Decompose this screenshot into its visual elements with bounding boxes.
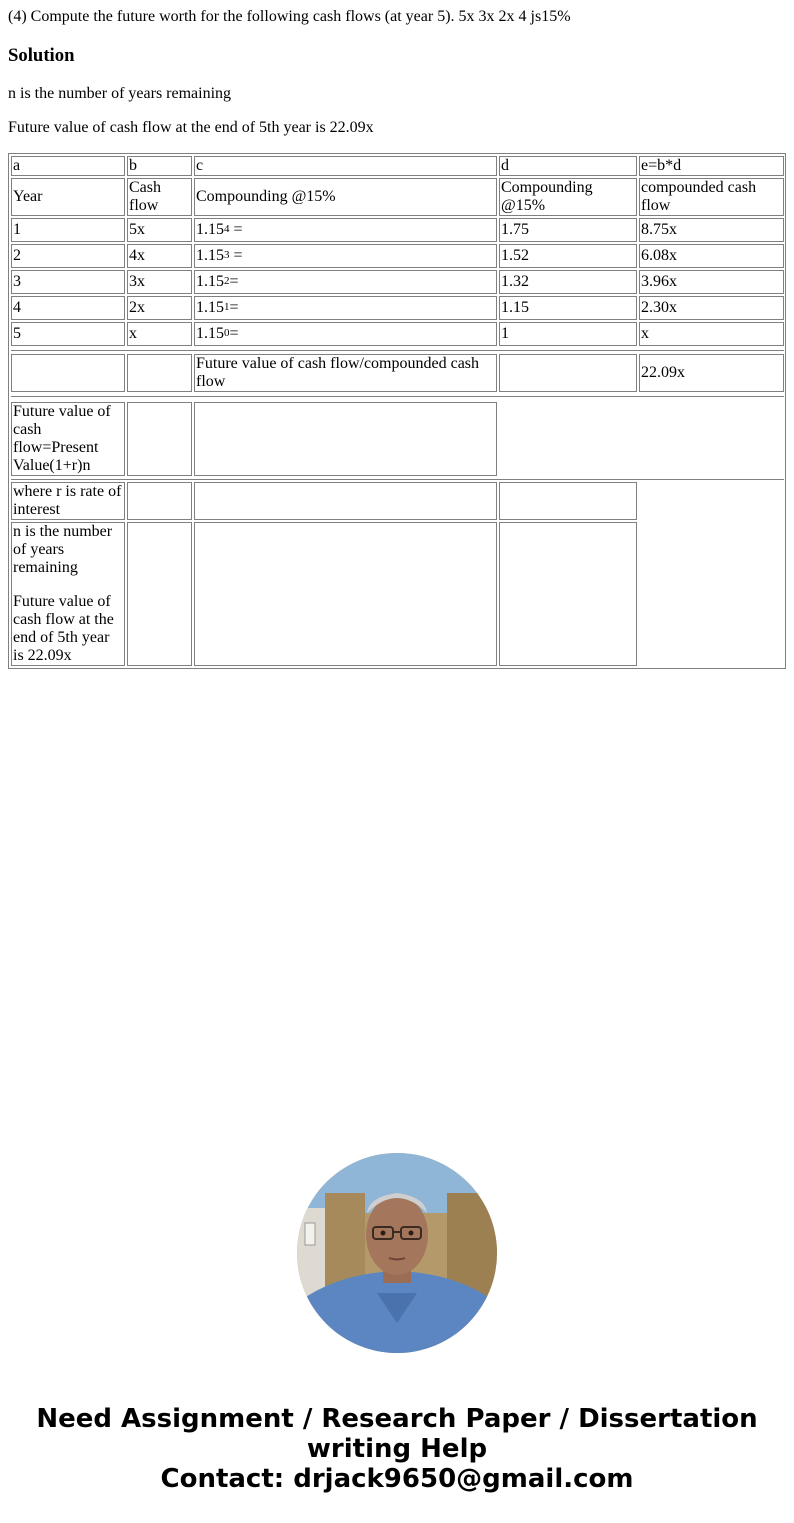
avatar: [297, 1153, 497, 1353]
empty-cell: [499, 482, 637, 520]
row-separator: [11, 396, 784, 397]
header-compounded-cash-flow: compounded cash flow: [639, 178, 784, 216]
factor-cell: 1.32: [499, 270, 637, 294]
factor-cell: 1.15: [499, 296, 637, 320]
year-cell: 5: [11, 322, 125, 346]
year-cell: 3: [11, 270, 125, 294]
compounding-expression: 1.15 $^1$ =: [194, 296, 497, 320]
year-cell: 1: [11, 218, 125, 242]
solution-heading: Solution: [8, 45, 75, 66]
compounded-cell: 8.75x: [639, 218, 784, 242]
header-compounding-c: Compounding @15%: [194, 178, 497, 216]
formula-note: Future value of cash flow=Present Value(1+r)n: [11, 402, 125, 476]
factor-cell: 1: [499, 322, 637, 346]
header-year: Year: [11, 178, 125, 216]
col-letter-e: e=b*d: [639, 156, 784, 176]
compounding-expression: 1.15 $^0$ =: [194, 322, 497, 346]
compounded-cell: 6.08x: [639, 244, 784, 268]
question-text: (4) Compute the future worth for the following cash flows (at year 5). 5x 3x 2x 4 js15%: [8, 8, 571, 25]
empty-cell: [127, 402, 192, 476]
factor-cell: 1.52: [499, 244, 637, 268]
compounding-expression: 1.15 $^4$ =: [194, 218, 497, 242]
contact-footer: [0, 1404, 794, 1494]
row-separator: [11, 350, 784, 351]
n-note-text: n is the number of years remaining: [13, 523, 113, 576]
col-letter-d: d: [499, 156, 637, 176]
col-letter-a: a: [11, 156, 125, 176]
n-definition: n is the number of years remaining: [8, 85, 232, 102]
compounded-cell: 3.96x: [639, 270, 784, 294]
empty-cell: [194, 482, 497, 520]
header-cash-flow: Cash flow: [127, 178, 192, 216]
cash-flow-cell: 4x: [127, 244, 192, 268]
cash-flow-cell: 2x: [127, 296, 192, 320]
cash-flow-cell: x: [127, 322, 192, 346]
year-cell: 4: [11, 296, 125, 320]
compounding-expression: 1.15 $^2$ =: [194, 270, 497, 294]
person-photo-icon: [297, 1153, 497, 1353]
col-letter-c: c: [194, 156, 497, 176]
empty-cell: [194, 522, 497, 666]
factor-cell: 1.75: [499, 218, 637, 242]
footer-line-2: writing Help: [306, 1434, 488, 1464]
compounding-expression: 1.15 $^3$ =: [194, 244, 497, 268]
empty-cell: [127, 482, 192, 520]
empty-cell: [499, 522, 637, 666]
header-compounding-d: Compounding @15%: [499, 178, 637, 216]
total-label: Future value of cash flow/compounded cash flow: [194, 354, 497, 392]
empty-cell: [127, 522, 192, 666]
empty-cell: [127, 354, 192, 392]
footer-line-1: Need Assignment / Research Paper / Dissertation: [36, 1404, 758, 1434]
future-value-result: Future value of cash flow at the end of 5th year is 22.09x: [8, 119, 374, 136]
footer-contact[interactable]: Contact: drjack9650@gmail.com: [160, 1464, 634, 1494]
empty-cell: [194, 402, 497, 476]
empty-cell: [499, 354, 637, 392]
n-fv-note: [11, 522, 125, 666]
compounded-cell: x: [639, 322, 784, 346]
row-separator: [11, 479, 784, 480]
cash-flow-cell: 3x: [127, 270, 192, 294]
rate-note: where r is rate of interest: [11, 482, 125, 520]
col-letter-b: b: [127, 156, 192, 176]
total-value: 22.09x: [639, 354, 784, 392]
fv-note-text: Future value of cash flow at the end of 5th year is 22.09x: [13, 593, 114, 664]
compounded-cell: 2.30x: [639, 296, 784, 320]
empty-cell: [11, 354, 125, 392]
cash-flow-cell: 5x: [127, 218, 192, 242]
cash-flow-table: [8, 153, 786, 669]
year-cell: 2: [11, 244, 125, 268]
